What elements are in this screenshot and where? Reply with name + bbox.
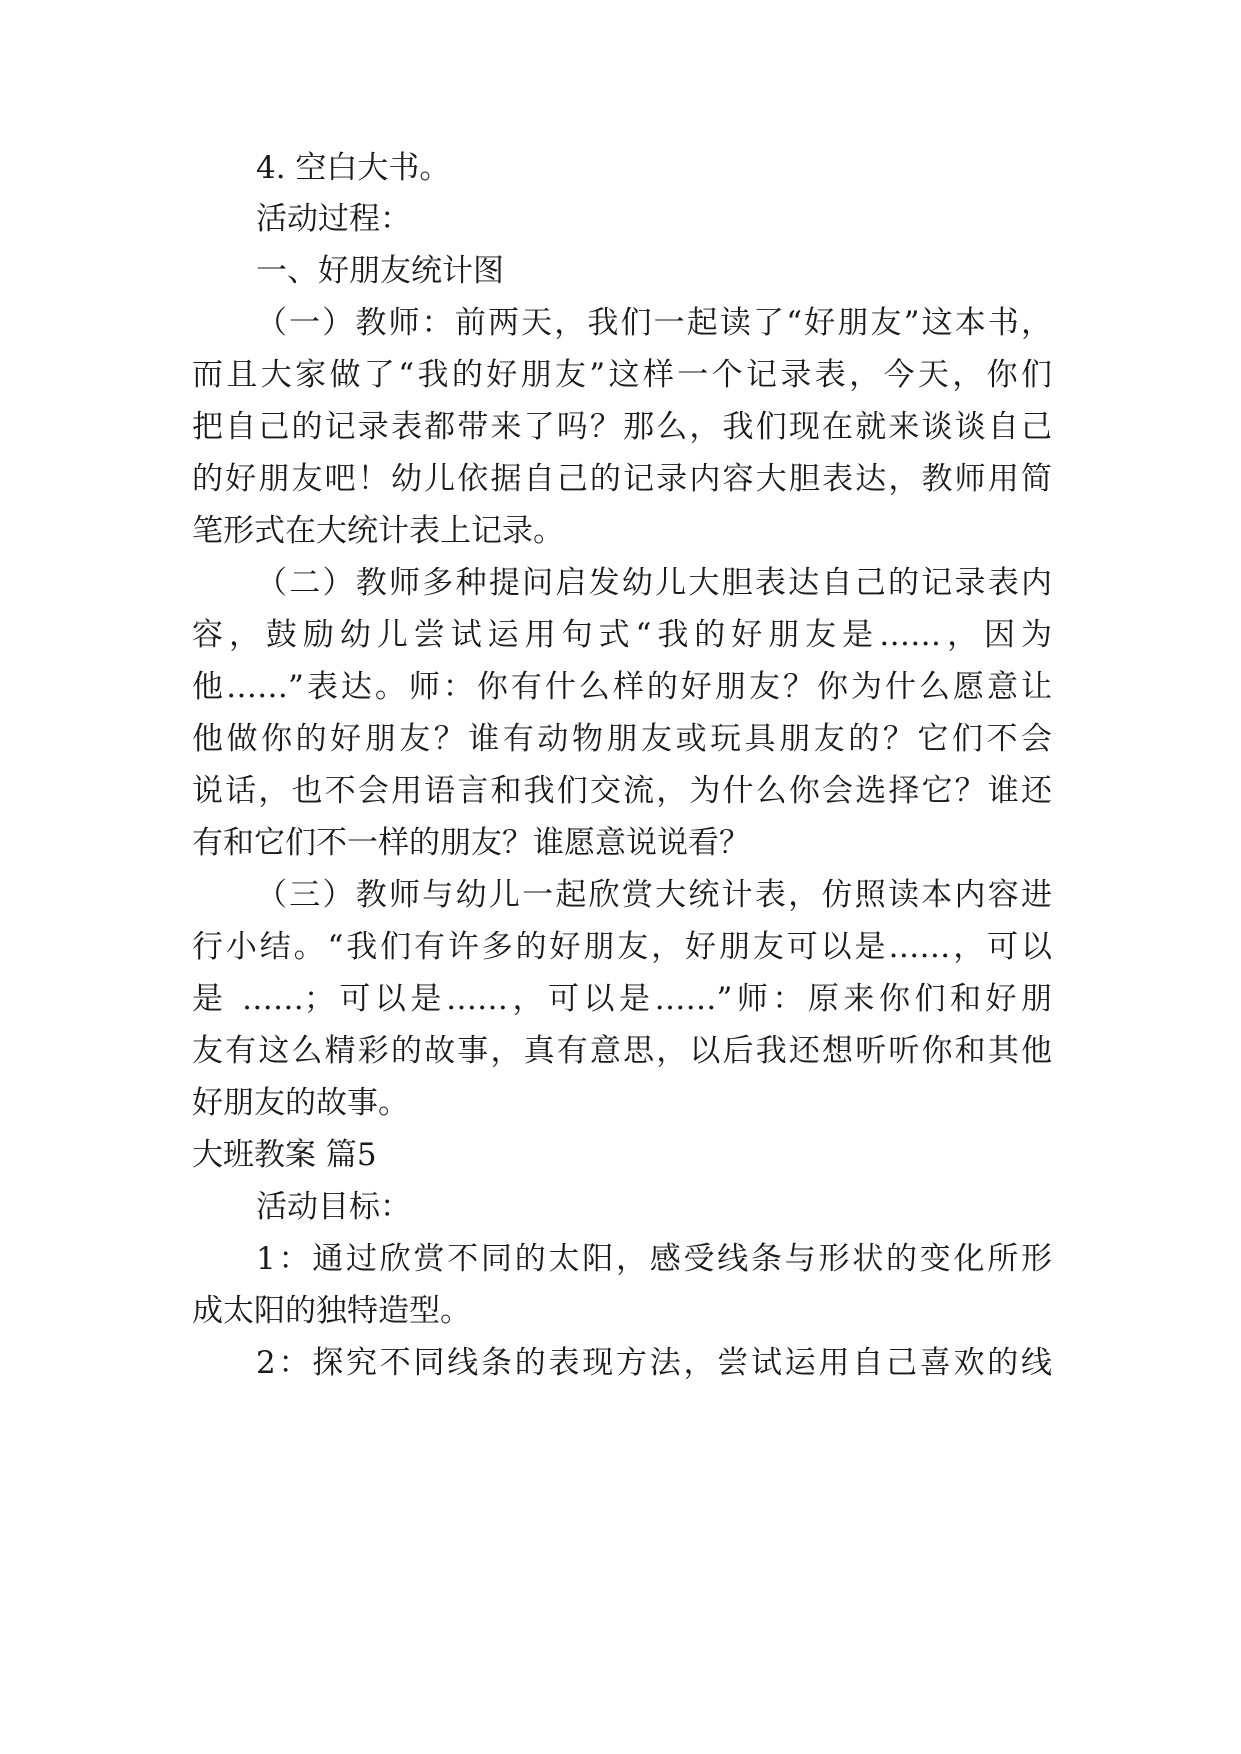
paragraph-line: （二）教师多种提问启发幼儿大胆表达自己的记录表内 [256,565,1052,601]
paragraph-line: 而且大家做了“我的好朋友”这样一个记录表，今天，你们 [192,357,1052,393]
paragraph-line: 笔形式在大统计表上记录。 [192,513,564,549]
subsection-heading-1: 一、好朋友统计图 [256,253,504,289]
paragraph-line: （三）教师与幼儿一起欣赏大统计表，仿照读本内容进 [256,877,1052,913]
paragraph-line: 他……”表达。师：你有什么样的好朋友？你为什么愿意让 [192,669,1052,705]
list-item-materials-4: 4. 空白大书。 [256,150,451,186]
paragraph-line: 行小结。“我们有许多的好朋友，好朋友可以是……，可以 [192,929,1052,965]
section-title: 大班教案 篇5 [192,1137,377,1173]
section-heading-process: 活动过程： [256,201,411,237]
paragraph-line: 的好朋友吧！幼儿依据自己的记录内容大胆表达，教师用简 [192,461,1052,497]
paragraph-line: 友有这么精彩的故事，真有意思，以后我还想听听你和其他 [192,1033,1052,1069]
paragraph-line: （一）教师：前两天，我们一起读了“好朋友”这本书， [256,305,1052,341]
paragraph-line: 成太阳的独特造型。 [192,1293,471,1329]
paragraph-line: 2：探究不同线条的表现方法，尝试运用自己喜欢的线 [256,1345,1052,1381]
paragraph-line: 1：通过欣赏不同的太阳，感受线条与形状的变化所形 [256,1241,1052,1277]
paragraph-line: 是 ……；可以是……，可以是……”师：原来你们和好朋 [192,981,1052,1017]
section-heading-goals: 活动目标： [256,1189,411,1225]
paragraph-line: 容，鼓励幼儿尝试运用句式“我的好朋友是……，因为 [192,617,1052,653]
paragraph-line: 他做你的好朋友？谁有动物朋友或玩具朋友的？它们不会 [192,721,1052,757]
paragraph-line: 有和它们不一样的朋友？谁愿意说说看？ [192,825,750,861]
paragraph-line: 好朋友的故事。 [192,1085,409,1121]
paragraph-line: 说话，也不会用语言和我们交流，为什么你会选择它？谁还 [192,773,1052,809]
paragraph-line: 把自己的记录表都带来了吗？那么，我们现在就来谈谈自己 [192,409,1052,445]
